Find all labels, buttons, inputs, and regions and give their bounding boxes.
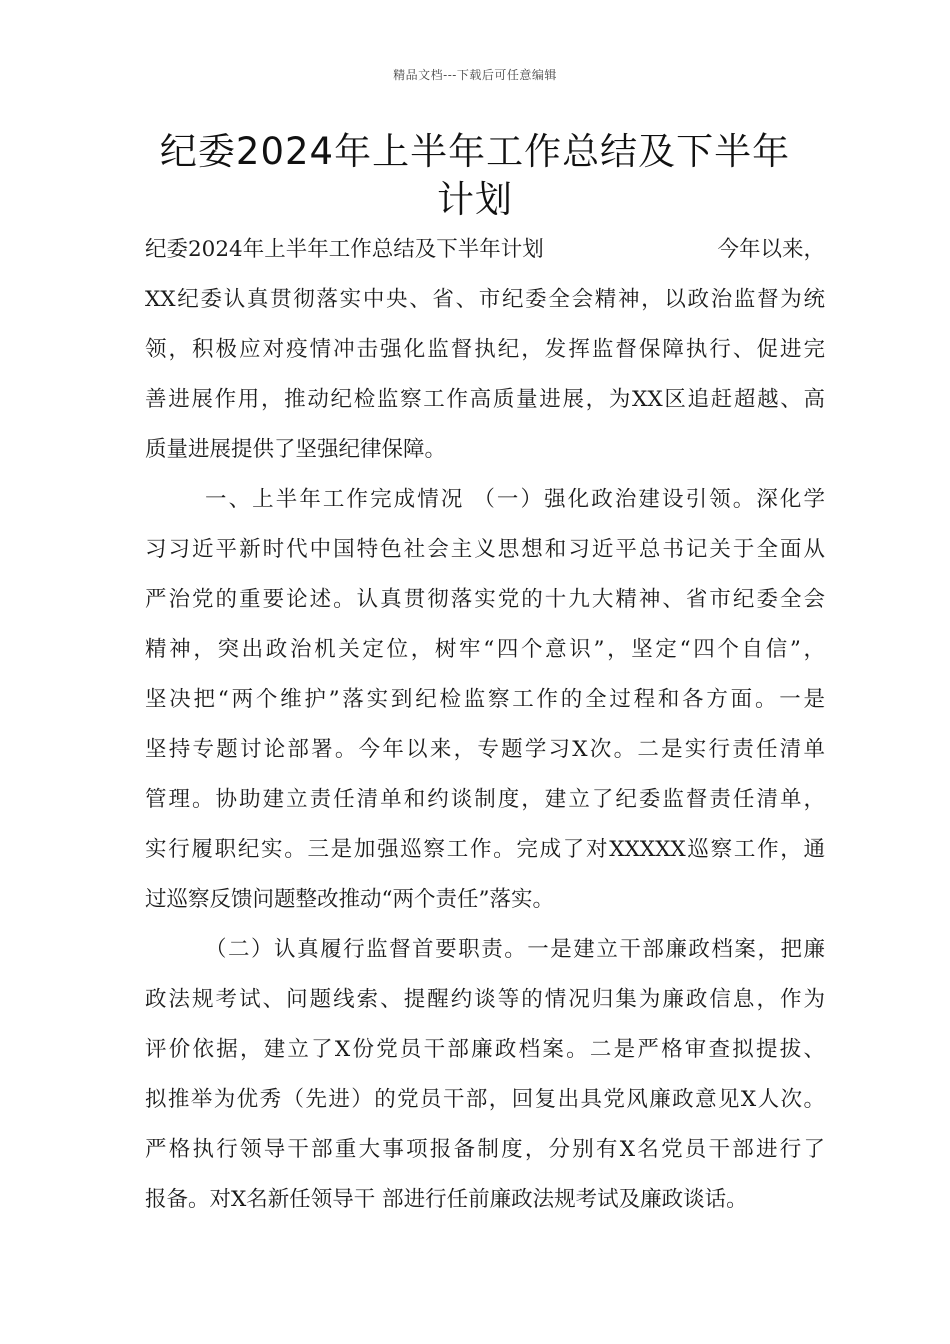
section2-line: 报备。对X名新任领导干 部进行任前廉政法规考试及廉政谈话。 [145,1187,748,1212]
title-line-2: 计划 [437,178,513,221]
document-title [110,128,840,224]
intro-lead: 今年以来， [717,237,825,262]
section1-line: 管理。协助建立责任清单和约谈制度，建立了纪委监督责任清单， [145,787,825,812]
section1-line: 精神，突出政治机关定位，树牢“四个意识”，坚定“四个自信”， [145,637,825,662]
intro-inline-heading: 纪委2024年上半年工作总结及下半年计划 [145,237,544,262]
intro-line: 质量进展提供了坚强纪律保障。 [145,437,447,462]
section1-line: 实行履职纪实。三是加强巡察工作。完成了对XXXXX巡察工作，通 [145,837,825,862]
section1-first-line: 一、上半年工作完成情况 （一）强化政治建设引领。深化学 [205,487,825,512]
section2-line: 严格执行领导干部重大事项报备制度，分别有X名党员干部进行了 [145,1137,825,1162]
section2-line: 评价依据，建立了X份党员干部廉政档案。二是严格审查拟提拔、 [145,1037,825,1062]
section2-line: 拟推举为优秀（先进）的党员干部，回复出具党风廉政意见X人次。 [145,1087,825,1112]
header-note: 精品文档---下载后可任意编辑 [393,68,557,82]
section1-line: 过巡察反馈问题整改推动“两个责任”落实。 [145,887,554,912]
section1-line: 坚决把“两个维护”落实到纪检监察工作的全过程和各方面。一是 [145,687,825,712]
section1-line: 坚持专题讨论部署。今年以来，专题学习X次。二是实行责任清单 [145,737,825,762]
intro-line: XX纪委认真贯彻落实中央、省、市纪委全会精神，以政治监督为统 [145,287,825,312]
section1-line: 严治党的重要论述。认真贯彻落实党的十九大精神、省市纪委全会 [145,587,825,612]
section1-line: 习习近平新时代中国特色社会主义思想和习近平总书记关于全面从 [145,537,825,562]
intro-first-line [145,236,825,264]
section2-first-line: （二）认真履行监督首要职责。一是建立干部廉政档案，把廉 [205,937,825,962]
section2-line: 政法规考试、问题线索、提醒约谈等的情况归集为廉政信息，作为 [145,987,825,1012]
intro-line: 善进展作用，推动纪检监察工作高质量进展，为XX区追赶超越、高 [145,387,825,412]
title-line-1: 纪委2024年上半年工作总结及下半年 [159,130,791,173]
intro-line: 领，积极应对疫情冲击强化监督执纪，发挥监督保障执行、促进完 [145,337,825,362]
